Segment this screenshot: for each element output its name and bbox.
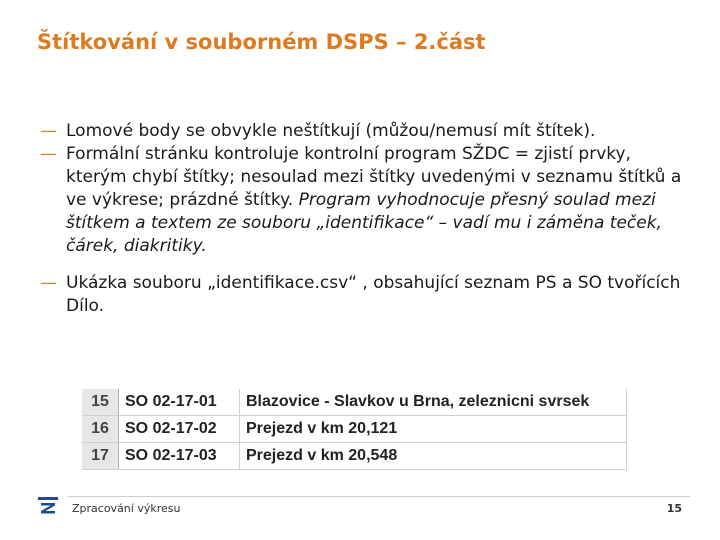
footer-label: Zpracování výkresu <box>72 502 181 515</box>
identifikace-sample-table <box>82 389 627 470</box>
bullet-dash: — <box>40 121 57 141</box>
object-name: Blazovice - Slavkov u Brna, zeleznicni svrsek <box>240 389 627 416</box>
object-code: SO 02-17-03 <box>119 443 240 470</box>
table-row <box>82 389 627 416</box>
bullet-dash: — <box>40 273 57 293</box>
bullet-item <box>40 120 690 143</box>
table-row <box>82 416 627 443</box>
slide-title: Štítkování v souborném DSPS – 2.část <box>37 30 486 54</box>
szdc-logo-icon <box>38 496 58 516</box>
bullet-text-italic: Program vyhodnocuje přesný soulad mezi štítkem a textem ze souboru „identifikace“ – vadí mu i záměna teček, čárek, diakritiky. <box>66 190 662 256</box>
row-number: 17 <box>82 443 119 470</box>
bullet-text: Formální stránku kontroluje kontrolní program SŽDC = zjistí prvky, kterým chybí štítky; nesoulad mezi štítky uvedenými v seznamu štítků a ve výkrese; prázdné štítky. <box>66 144 682 210</box>
object-name: Prejezd v km 20,548 <box>240 443 627 470</box>
row-number: 15 <box>82 389 119 416</box>
bullet-dash: — <box>40 144 57 164</box>
table-row <box>82 443 627 470</box>
bullet-text: Lomové body se obvykle neštítkují (můžou/nemusí mít štítek). <box>66 121 596 141</box>
footer-divider <box>68 496 690 497</box>
bullet-item <box>40 143 690 258</box>
page-number: 15 <box>666 502 682 515</box>
object-code: SO 02-17-01 <box>119 389 240 416</box>
bullet-item <box>40 272 690 318</box>
bullet-list <box>40 120 690 318</box>
bullet-text: Ukázka souboru „identifikace.csv“ , obsahující seznam PS a SO tvořících Dílo. <box>66 273 681 316</box>
object-code: SO 02-17-02 <box>119 416 240 443</box>
row-number: 16 <box>82 416 119 443</box>
object-name: Prejezd v km 20,121 <box>240 416 627 443</box>
